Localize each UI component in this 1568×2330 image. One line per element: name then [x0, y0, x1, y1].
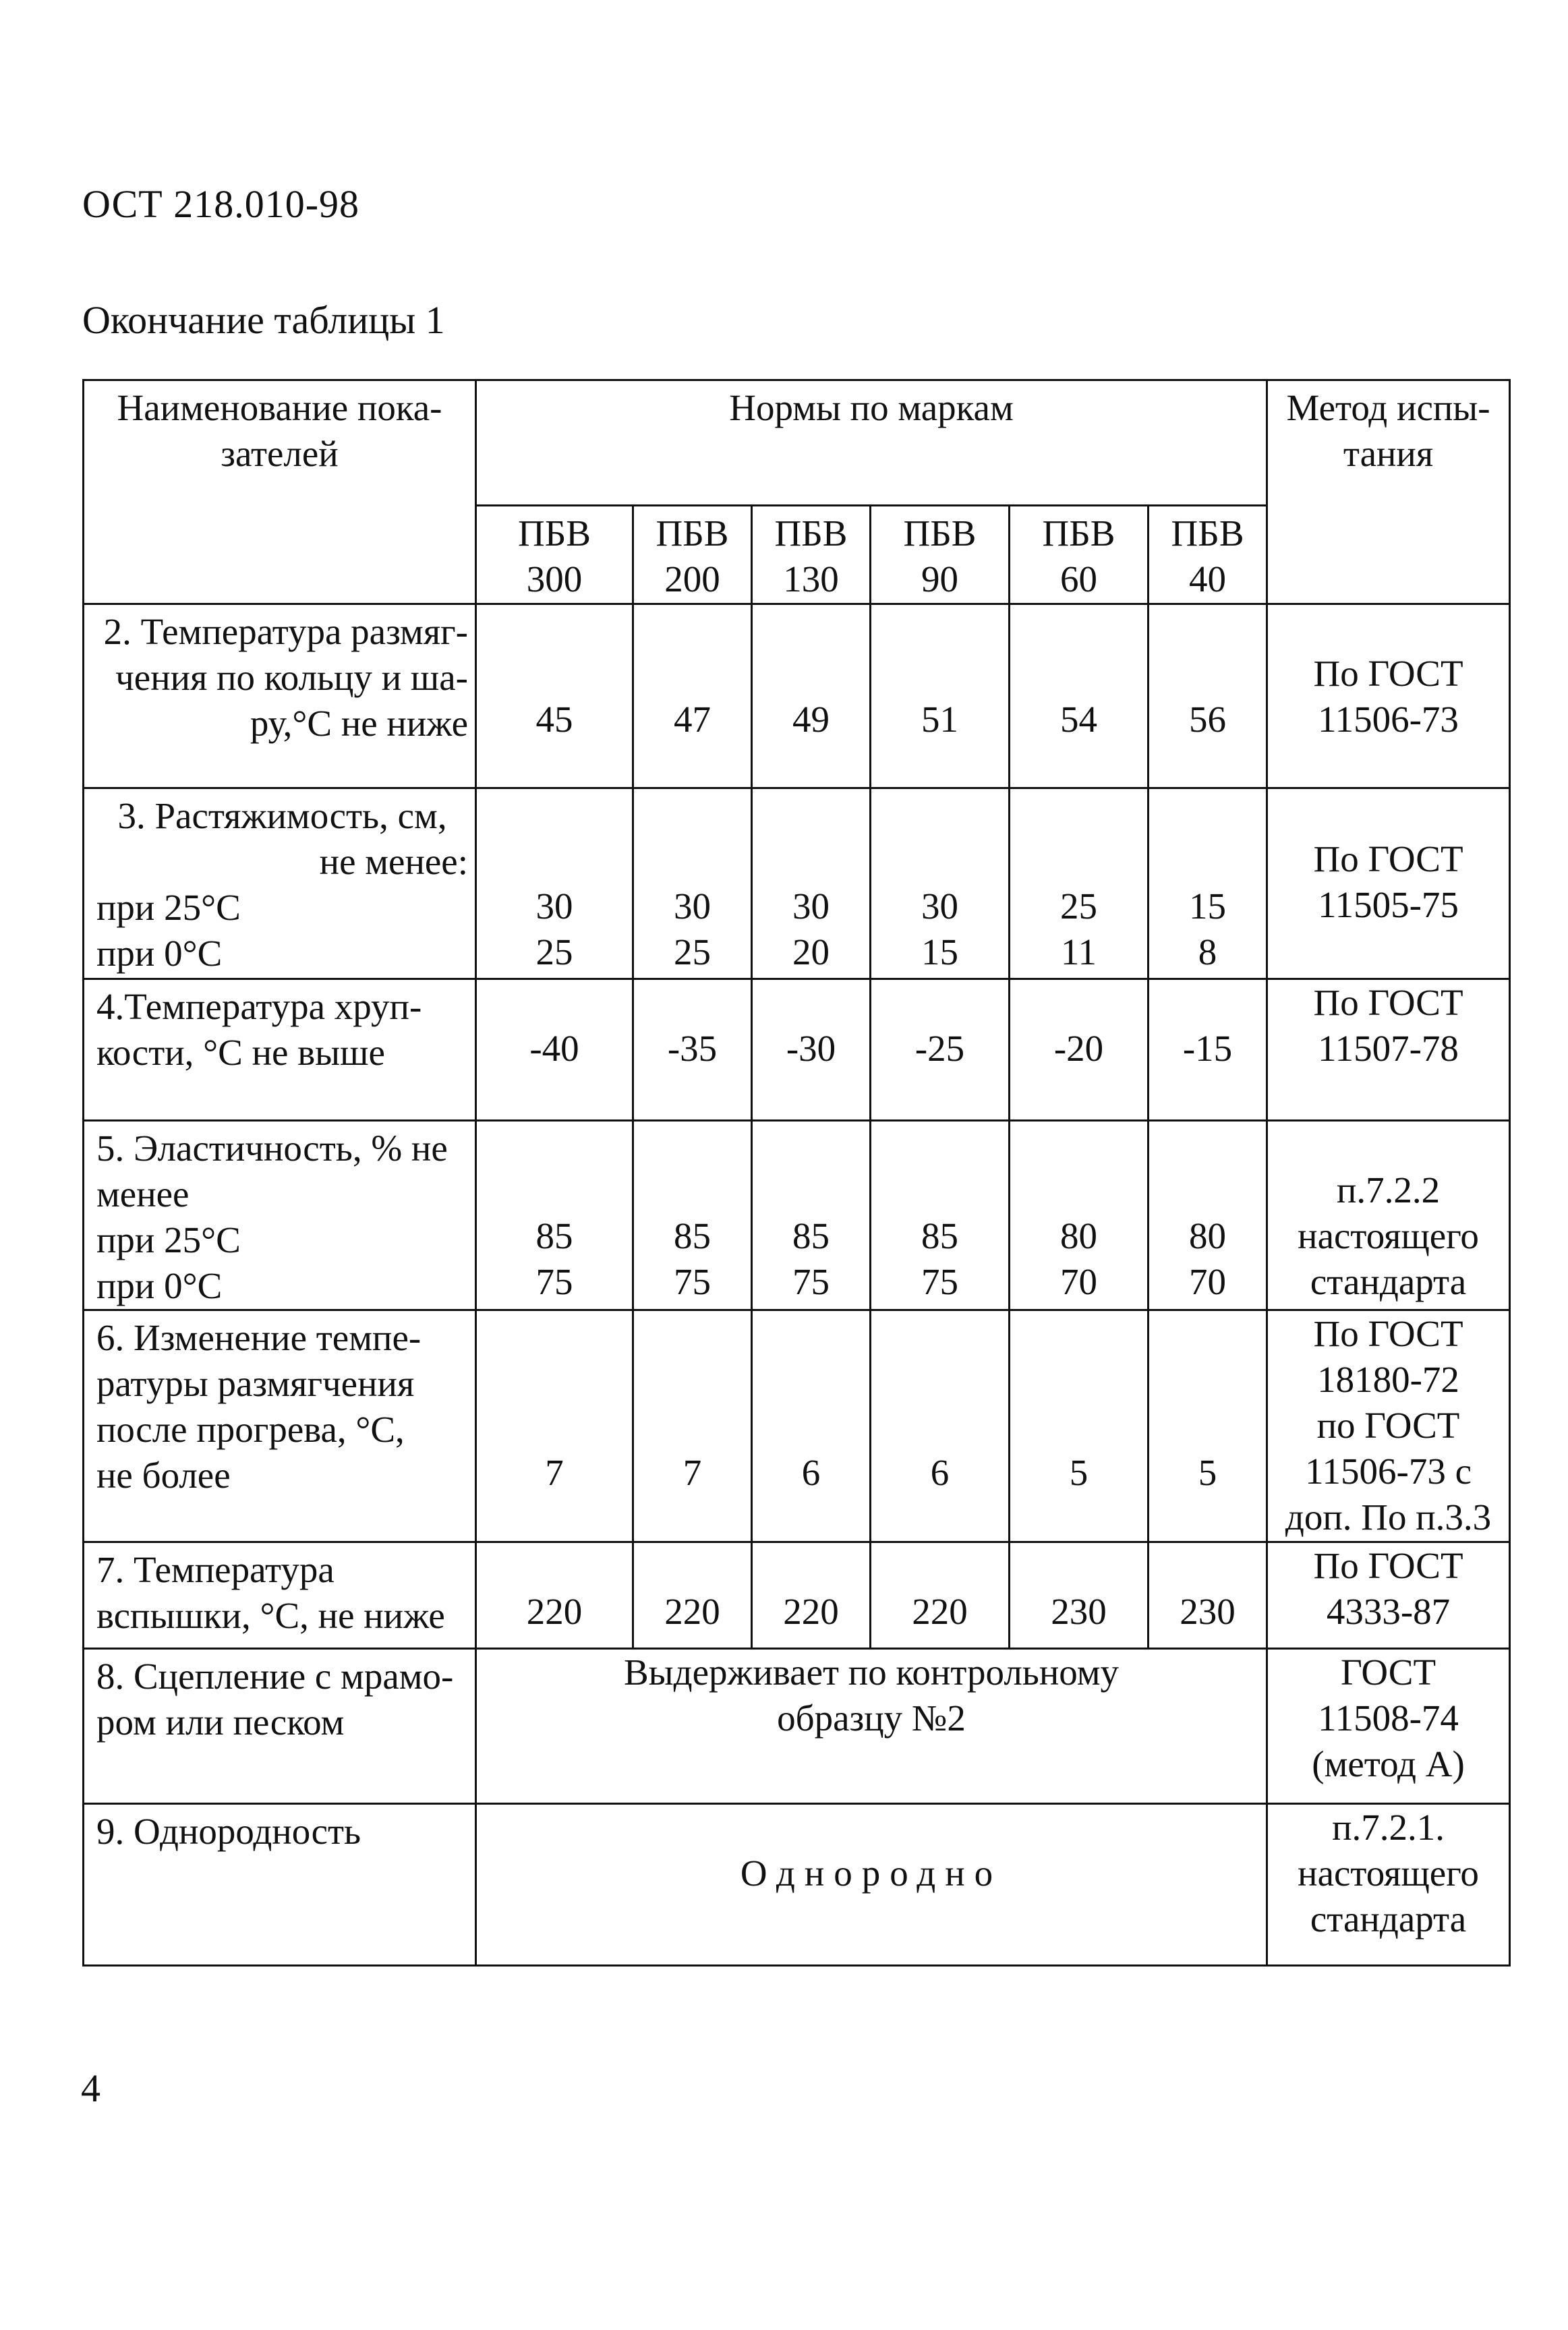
grade-value: 11 — [1061, 931, 1097, 972]
test-method-line: п.7.2.2 — [1336, 1169, 1441, 1211]
table-row — [84, 979, 1510, 1121]
indicator-name-line: вспышки, °С, не ниже — [96, 1595, 445, 1636]
test-method-cell — [1267, 788, 1510, 979]
grade-value-cell — [752, 1121, 871, 1310]
grade-value: 85 — [535, 1215, 573, 1256]
grade-label: ПБВ — [656, 513, 729, 554]
table-row — [84, 1804, 1510, 1966]
indicator-name-line: ратуры размягчения — [96, 1363, 415, 1404]
indicator-name-line: 7. Температура — [96, 1549, 335, 1590]
grade-value-cell — [1149, 788, 1267, 979]
indicator-name-line: 5. Эластичность, % не — [96, 1128, 448, 1169]
grade-value: 7 — [545, 1452, 564, 1493]
grade-value: 6 — [801, 1452, 821, 1493]
grade-value-cell — [476, 604, 633, 788]
grade-value-cell — [871, 788, 1010, 979]
grade-value-cell — [1010, 979, 1149, 1121]
test-method-cell — [1267, 979, 1510, 1121]
grade-value-cell — [1010, 788, 1149, 979]
grade-value: 47 — [674, 699, 711, 740]
grade-value-cell — [633, 979, 752, 1121]
column-header-method-line: тания — [1343, 433, 1434, 474]
column-header-norms — [476, 380, 1267, 506]
indicator-name-cell — [84, 1121, 476, 1310]
grade-value-cell — [1149, 1542, 1267, 1649]
grade-value: 80 — [1189, 1215, 1227, 1256]
indicator-name-line: 4.Температура хруп- — [96, 986, 422, 1027]
grade-value: -25 — [914, 1028, 965, 1069]
grade-value: 70 — [1060, 1261, 1097, 1302]
test-method-line: настоящего — [1298, 1853, 1479, 1894]
grade-label: ПБВ — [903, 513, 977, 554]
grade-value: -35 — [667, 1028, 718, 1069]
grade-value-cell — [752, 604, 871, 788]
test-method-line: ГОСТ — [1340, 1652, 1436, 1693]
indicator-name-line: при 0°С — [96, 933, 223, 974]
grade-value-cell — [1010, 1121, 1149, 1310]
table-row — [84, 788, 1510, 979]
test-method-cell — [1267, 1121, 1510, 1310]
grade-value-cell — [752, 1542, 871, 1649]
test-method-line: По ГОСТ — [1313, 838, 1463, 879]
grade-label: 200 — [664, 558, 720, 600]
grade-value: 75 — [674, 1261, 711, 1302]
grade-value: 20 — [792, 931, 830, 972]
indicator-name-line: при 25°С — [96, 887, 241, 928]
grade-value-cell — [1149, 1310, 1267, 1542]
grade-value-cell — [1149, 604, 1267, 788]
indicator-name-line: менее — [96, 1173, 190, 1215]
grade-value-cell — [476, 979, 633, 1121]
merged-norm-cell — [476, 1649, 1267, 1804]
column-header-name-line: зателей — [221, 433, 339, 474]
grade-header-cell — [476, 506, 633, 604]
grade-value: 220 — [912, 1591, 968, 1632]
grade-value: 220 — [664, 1591, 720, 1632]
grade-value-cell — [476, 788, 633, 979]
grade-value: 80 — [1060, 1215, 1097, 1256]
grade-value: 5 — [1198, 1452, 1217, 1493]
indicator-name-line: чения по кольцу и ша- — [115, 657, 468, 698]
test-method-cell — [1267, 1804, 1510, 1966]
grade-value-cell — [1010, 1542, 1149, 1649]
test-method-line: 11507-78 — [1318, 1028, 1459, 1069]
test-method-cell — [1267, 1649, 1510, 1804]
document-code: ОСТ 218.010-98 — [82, 182, 360, 226]
indicator-name-cell — [84, 1649, 476, 1804]
indicator-name-line: при 25°С — [96, 1219, 241, 1260]
grade-value-cell — [871, 1310, 1010, 1542]
grade-value: -40 — [529, 1028, 579, 1069]
grade-value: 15 — [1189, 885, 1227, 927]
grade-value: -15 — [1182, 1028, 1233, 1069]
grade-value-cell — [476, 1310, 633, 1542]
column-header-method — [1267, 380, 1510, 604]
grade-value: 25 — [674, 931, 711, 972]
grade-value-cell — [752, 788, 871, 979]
indicator-name-line: 6. Изменение темпе- — [96, 1317, 422, 1358]
indicator-name-line: при 0°С — [96, 1265, 223, 1306]
column-header-method-line: Метод испы- — [1286, 387, 1490, 428]
test-method-line: стандарта — [1310, 1261, 1467, 1302]
indicator-name-line: 8. Сцепление с мрамо- — [96, 1656, 454, 1697]
grade-label: ПБВ — [774, 513, 848, 554]
column-header-name — [84, 380, 476, 604]
indicator-name-cell — [84, 788, 476, 979]
grade-label: 300 — [526, 558, 583, 600]
test-method-line: По ГОСТ — [1313, 982, 1463, 1023]
grade-value-cell — [633, 1310, 752, 1542]
test-method-cell — [1267, 604, 1510, 788]
grade-value: 30 — [921, 885, 958, 927]
grade-label: 130 — [783, 558, 839, 600]
table-row — [84, 1649, 1510, 1804]
grade-value: 230 — [1180, 1591, 1236, 1632]
grade-value: 56 — [1189, 699, 1227, 740]
column-header-name-line: Наименование пока- — [117, 387, 442, 428]
indicator-name-line: ру,°С не ниже — [250, 703, 468, 744]
grade-label: 60 — [1060, 558, 1097, 600]
page-number: 4 — [81, 2066, 100, 2110]
grade-value: 8 — [1198, 931, 1217, 972]
grade-value: 30 — [674, 885, 711, 927]
grade-value: 220 — [783, 1591, 839, 1632]
grade-value: -30 — [786, 1028, 836, 1069]
grade-value-cell — [633, 788, 752, 979]
indicator-name-line: 9. Однородность — [96, 1811, 361, 1852]
test-method-line: стандарта — [1310, 1898, 1467, 1940]
grade-value-cell — [1010, 604, 1149, 788]
table-caption: Окончание таблицы 1 — [82, 298, 445, 342]
indicator-name-cell — [84, 604, 476, 788]
grade-value: 54 — [1060, 699, 1097, 740]
merged-norm-text: образцу №2 — [777, 1697, 966, 1739]
grade-label: 40 — [1189, 558, 1227, 600]
indicator-name-line: не более — [96, 1455, 231, 1496]
test-method-line: (метод А) — [1312, 1743, 1465, 1784]
indicator-name-line: кости, °С не выше — [96, 1032, 385, 1073]
grade-value: 75 — [535, 1261, 573, 1302]
grade-value: 6 — [930, 1452, 950, 1493]
grade-label: ПБВ — [1042, 513, 1115, 554]
grade-value-cell — [871, 1542, 1010, 1649]
grade-label: ПБВ — [1171, 513, 1244, 554]
grade-header-cell — [871, 506, 1010, 604]
test-method-line: 11505-75 — [1318, 884, 1459, 925]
grade-value: 220 — [526, 1591, 583, 1632]
grade-value: 5 — [1069, 1452, 1088, 1493]
grade-label: ПБВ — [518, 513, 591, 554]
grade-value: 75 — [792, 1261, 830, 1302]
merged-norm-cell — [476, 1804, 1267, 1966]
merged-norm-text: Однородно — [740, 1853, 1003, 1894]
table-row — [84, 604, 1510, 788]
test-method-cell — [1267, 1310, 1510, 1542]
grade-label: 90 — [921, 558, 958, 600]
grade-value: 75 — [921, 1261, 958, 1302]
grade-value-cell — [752, 1310, 871, 1542]
indicator-name-line: 3. Растяжимость, см, — [117, 795, 447, 836]
grade-value-cell — [1149, 1121, 1267, 1310]
table-row — [84, 1121, 1510, 1310]
table-row — [84, 1542, 1510, 1649]
column-header-norms-label: Нормы по маркам — [729, 387, 1014, 428]
test-method-line: настоящего — [1298, 1215, 1479, 1256]
indicator-name-cell — [84, 1804, 476, 1966]
grade-value-cell — [871, 979, 1010, 1121]
test-method-line: 11506-73 — [1318, 699, 1459, 740]
test-method-line: п.7.2.1. — [1332, 1807, 1445, 1848]
grade-value: -20 — [1053, 1028, 1104, 1069]
grade-value-cell — [476, 1542, 633, 1649]
test-method-line: По ГОСТ — [1313, 1545, 1463, 1586]
grade-header-cell — [633, 506, 752, 604]
test-method-line: 11506-73 с — [1305, 1451, 1472, 1492]
grade-value: 30 — [792, 885, 830, 927]
grade-value-cell — [476, 1121, 633, 1310]
grade-value: 85 — [674, 1215, 711, 1256]
test-method-line: 18180-72 — [1317, 1359, 1459, 1400]
specification-table — [82, 379, 1511, 1967]
grade-value-cell — [633, 604, 752, 788]
grade-value-cell — [633, 1542, 752, 1649]
test-method-cell — [1267, 1542, 1510, 1649]
grade-value: 7 — [683, 1452, 702, 1493]
grade-value: 15 — [921, 931, 958, 972]
grade-value-cell — [871, 1121, 1010, 1310]
grade-value-cell — [1010, 1310, 1149, 1542]
grade-value: 51 — [921, 699, 958, 740]
test-method-line: доп. По п.3.3 — [1285, 1496, 1492, 1538]
header-row — [84, 380, 1510, 506]
grade-header-cell — [1149, 506, 1267, 604]
grade-value: 230 — [1051, 1591, 1107, 1632]
grade-value: 85 — [792, 1215, 830, 1256]
test-method-line: 11508-74 — [1318, 1697, 1459, 1739]
grade-value: 45 — [535, 699, 573, 740]
grade-header-cell — [1010, 506, 1149, 604]
indicator-name-line: 2. Температура размяг- — [103, 611, 468, 652]
indicator-name-line: после прогрева, °С, — [96, 1409, 405, 1450]
grade-value-cell — [752, 979, 871, 1121]
grade-value: 25 — [535, 931, 573, 972]
test-method-line: по ГОСТ — [1316, 1405, 1460, 1446]
grade-value: 30 — [535, 885, 573, 927]
grade-value: 25 — [1060, 885, 1097, 927]
grade-value: 49 — [792, 699, 830, 740]
grade-value-cell — [1149, 979, 1267, 1121]
grade-value: 70 — [1189, 1261, 1227, 1302]
test-method-line: По ГОСТ — [1313, 1313, 1463, 1354]
indicator-name-cell — [84, 1310, 476, 1542]
grade-value: 85 — [921, 1215, 958, 1256]
merged-norm-text: Выдерживает по контрольному — [623, 1652, 1120, 1693]
indicator-name-cell — [84, 1542, 476, 1649]
table-row — [84, 1310, 1510, 1542]
test-method-line: 4333-87 — [1326, 1591, 1451, 1632]
grade-header-cell — [752, 506, 871, 604]
indicator-name-line: ром или песком — [96, 1701, 345, 1743]
grade-value-cell — [633, 1121, 752, 1310]
grade-value-cell — [871, 604, 1010, 788]
indicator-name-cell — [84, 979, 476, 1121]
test-method-line: По ГОСТ — [1313, 653, 1463, 694]
indicator-name-line: не менее: — [319, 841, 468, 882]
